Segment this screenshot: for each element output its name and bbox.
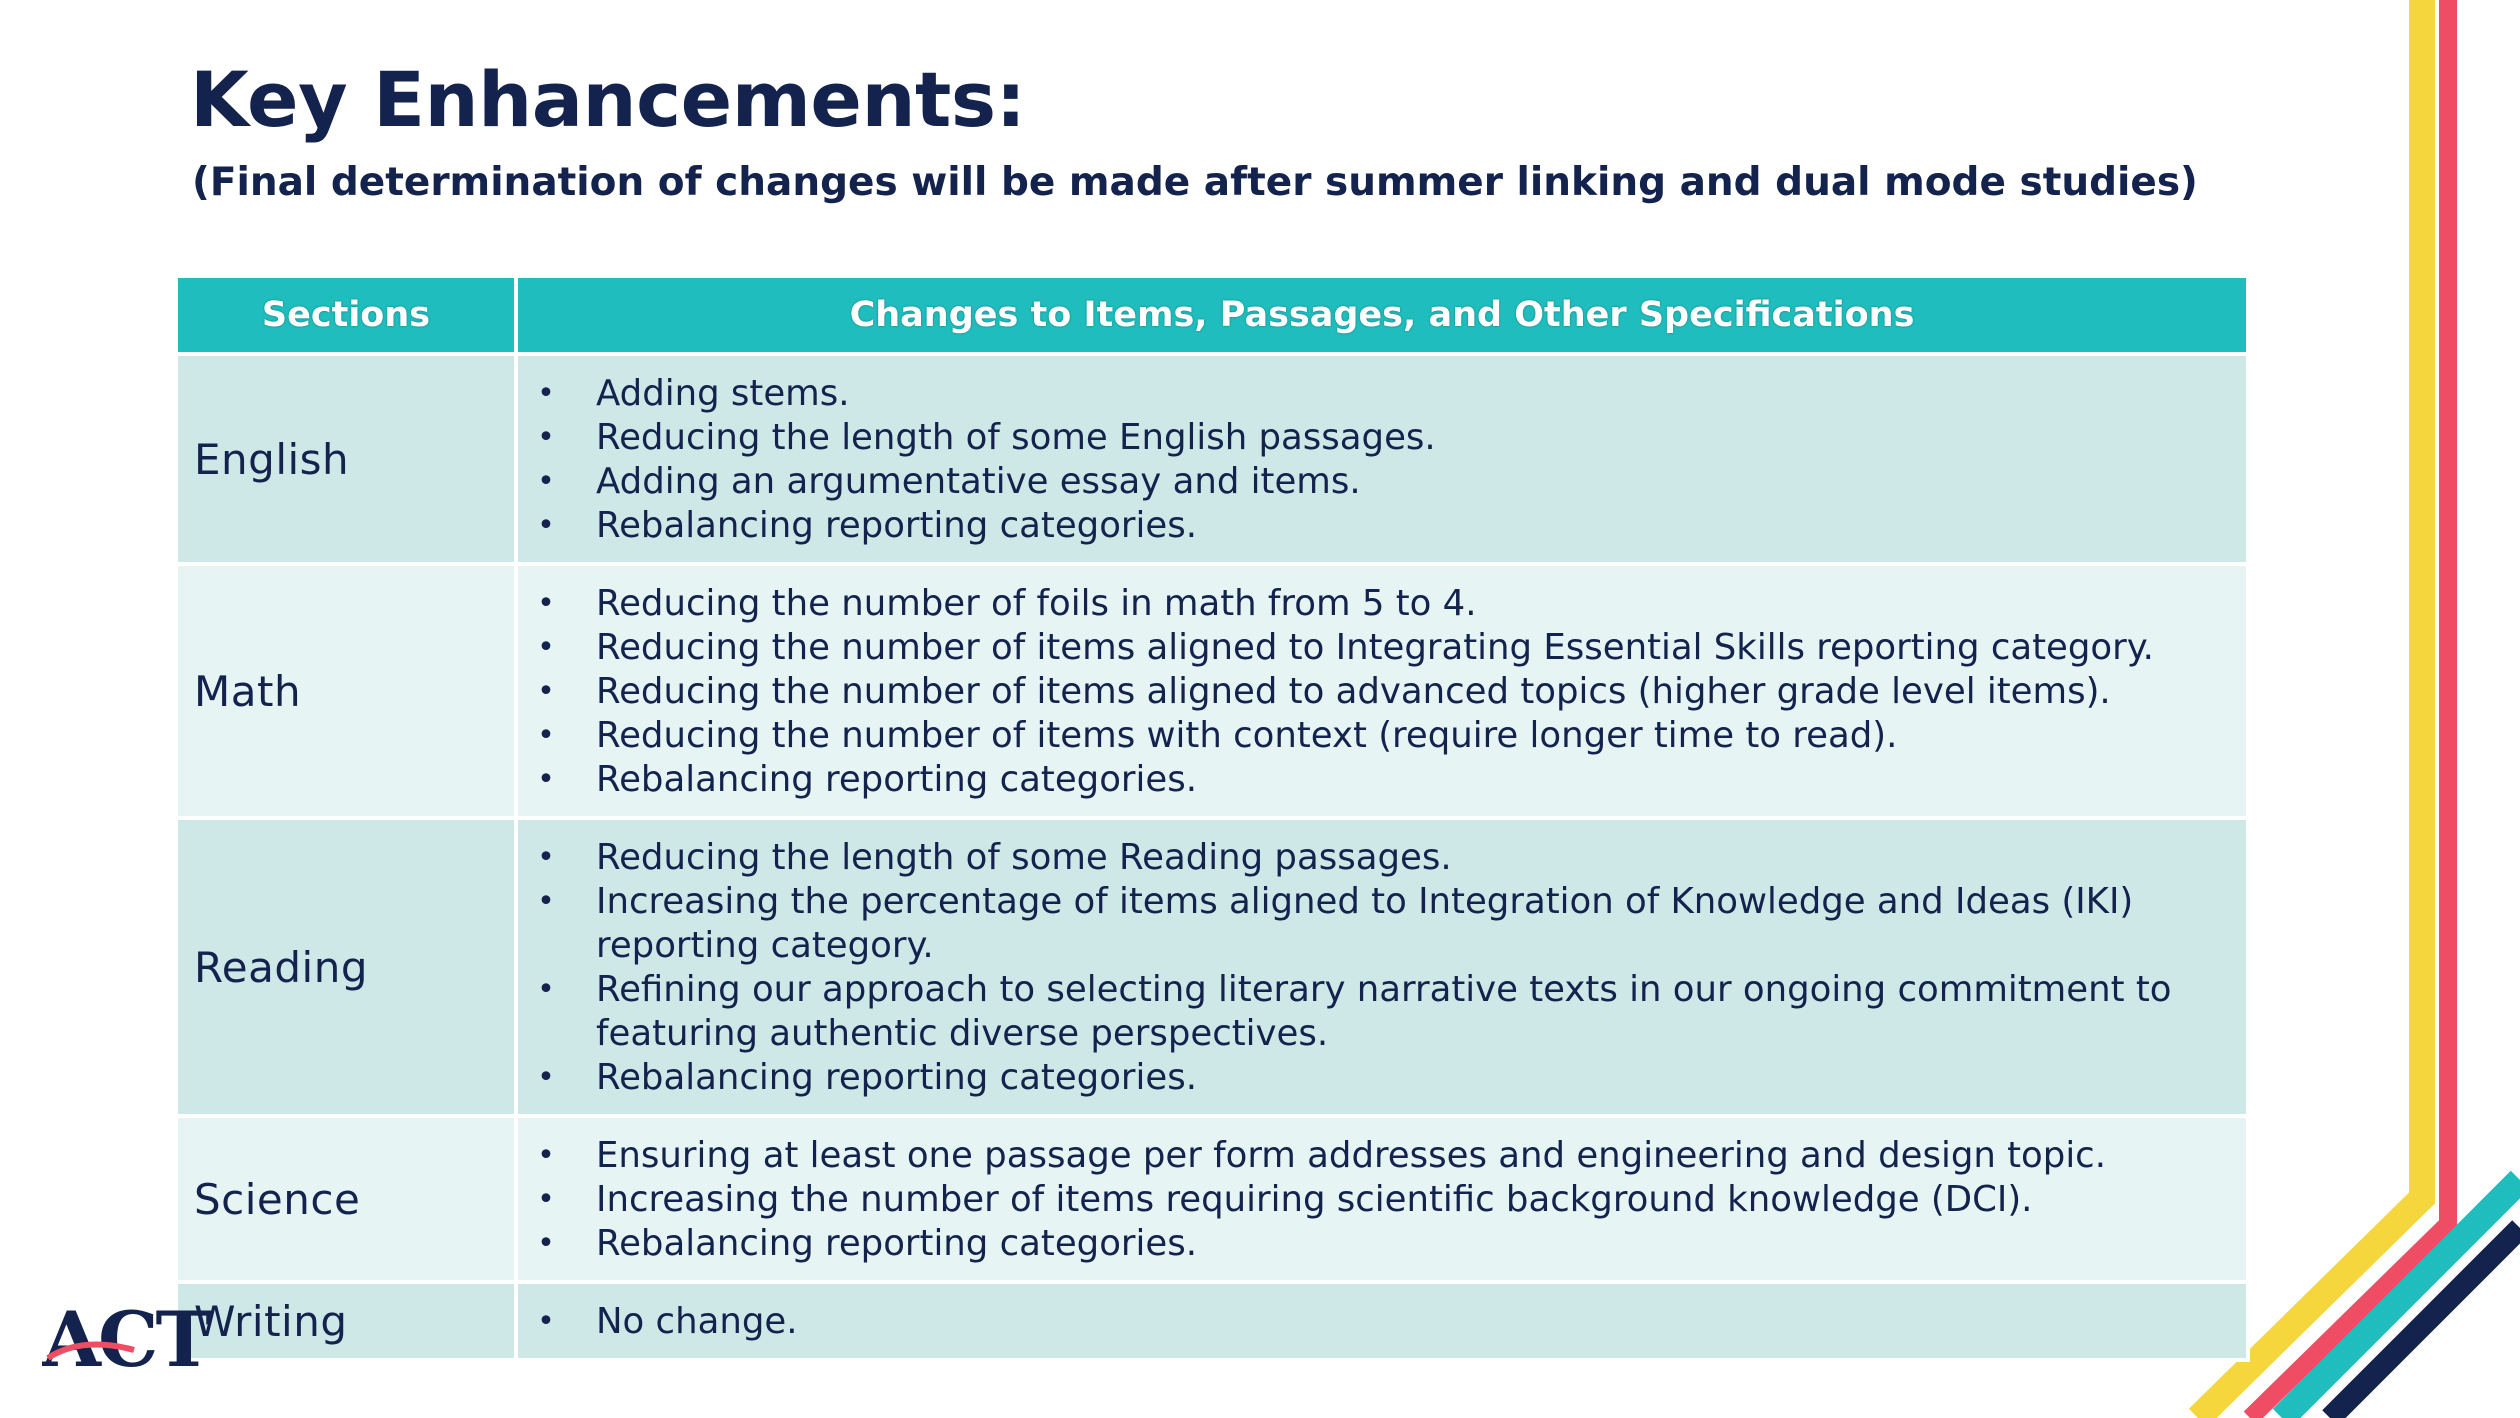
change-item: [518, 836, 2232, 880]
bullet-icon: •: [537, 1060, 555, 1095]
section-cell: Science: [176, 1116, 516, 1282]
change-item: [518, 460, 2232, 504]
table-header-row: [176, 276, 2248, 354]
change-item: [518, 1134, 2232, 1178]
header-changes: Changes to Items, Passages, and Other Specifications: [516, 276, 2248, 354]
change-list: [518, 582, 2232, 802]
bullet-icon: •: [537, 630, 555, 665]
section-cell: English: [176, 354, 516, 564]
bullet-icon: •: [537, 376, 555, 411]
changes-cell: [516, 354, 2248, 564]
change-text: Refining our approach to selecting literary narrative texts in our ongoing commitment to featuring authentic diverse perspectives.: [596, 969, 2172, 1054]
table-body: [176, 354, 2248, 1360]
change-text: Increasing the number of items requiring scientific background knowledge (DCI).: [596, 1179, 2033, 1220]
change-text: No change.: [596, 1301, 798, 1342]
bullet-icon: •: [537, 674, 555, 709]
change-text: Reducing the number of items aligned to advanced topics (higher grade level items).: [596, 671, 2111, 712]
change-item: [518, 372, 2232, 416]
change-text: Rebalancing reporting categories.: [596, 1057, 1197, 1098]
change-item: [518, 714, 2232, 758]
bullet-icon: •: [537, 1182, 555, 1217]
bullet-icon: •: [537, 508, 555, 543]
table-row: [176, 1116, 2248, 1282]
bullet-icon: •: [537, 762, 555, 797]
change-text: Rebalancing reporting categories.: [596, 505, 1197, 546]
changes-cell: [516, 1116, 2248, 1282]
change-item: [518, 1222, 2232, 1266]
bullet-icon: •: [537, 1304, 555, 1339]
change-text: Reducing the length of some English passages.: [596, 417, 1436, 458]
header-sections: Sections: [176, 276, 516, 354]
change-text: Ensuring at least one passage per form addresses and engineering and design topic.: [596, 1135, 2106, 1176]
change-item: [518, 880, 2232, 968]
change-item: [518, 1178, 2232, 1222]
changes-cell: [516, 818, 2248, 1116]
table-row: [176, 564, 2248, 818]
stripe-navy: [2330, 1228, 2520, 1418]
change-text: Adding an argumentative essay and items.: [596, 461, 1361, 502]
change-item: [518, 1056, 2232, 1100]
bullet-icon: •: [537, 1138, 555, 1173]
change-text: Rebalancing reporting categories.: [596, 759, 1197, 800]
change-text: Rebalancing reporting categories.: [596, 1223, 1197, 1264]
stripe-teal: [2282, 1180, 2520, 1418]
change-item: [518, 582, 2232, 626]
bullet-icon: •: [537, 840, 555, 875]
table-row: [176, 818, 2248, 1116]
change-text: Reducing the number of items with context (require longer time to read).: [596, 715, 1898, 756]
section-cell: Writing: [176, 1282, 516, 1360]
stripe-pink: [2250, 0, 2448, 1418]
change-text: Adding stems.: [596, 373, 850, 414]
bullet-icon: •: [537, 586, 555, 621]
change-item: [518, 1300, 2232, 1344]
table-row: [176, 354, 2248, 564]
change-item: [518, 670, 2232, 714]
change-list: [518, 1134, 2232, 1266]
changes-cell: [516, 564, 2248, 818]
change-list: [518, 836, 2232, 1100]
change-list: [518, 1300, 2232, 1344]
change-item: [518, 504, 2232, 548]
bullet-icon: •: [537, 884, 555, 919]
page-subtitle: (Final determination of changes will be made after summer linking and dual mode studies): [192, 160, 2198, 205]
change-item: [518, 968, 2232, 1056]
change-item: [518, 416, 2232, 460]
change-text: Increasing the percentage of items aligned to Integration of Knowledge and Ideas (IKI) reporting category.: [596, 881, 2134, 966]
change-text: Reducing the number of foils in math from 5 to 4.: [596, 583, 1477, 624]
change-item: [518, 758, 2232, 802]
changes-cell: [516, 1282, 2248, 1360]
bullet-icon: •: [537, 972, 555, 1007]
change-list: [518, 372, 2232, 548]
bullet-icon: •: [537, 718, 555, 753]
bullet-icon: •: [537, 464, 555, 499]
change-text: Reducing the length of some Reading passages.: [596, 837, 1452, 878]
table-row: [176, 1282, 2248, 1360]
section-cell: Reading: [176, 818, 516, 1116]
section-cell: Math: [176, 564, 516, 818]
change-item: [518, 626, 2232, 670]
enhancements-table: [174, 274, 2250, 1362]
change-text: Reducing the number of items aligned to Integrating Essential Skills reporting category.: [596, 627, 2154, 668]
bullet-icon: •: [537, 420, 555, 455]
bullet-icon: •: [537, 1226, 555, 1261]
act-logo: [42, 1300, 302, 1380]
page-title: Key Enhancements:: [190, 55, 1026, 144]
svg-text:ACT: ACT: [42, 1300, 210, 1380]
